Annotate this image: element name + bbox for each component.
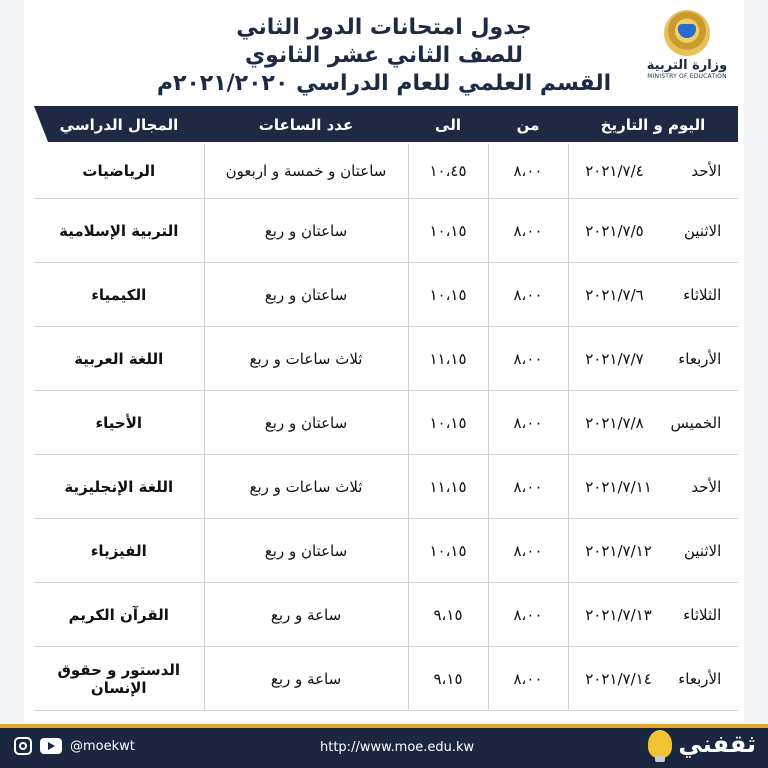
table-row <box>34 144 738 199</box>
table-row <box>34 327 738 391</box>
cell-from: ٨،٠٠ <box>488 519 568 583</box>
cell-from: ٨،٠٠ <box>488 583 568 647</box>
table-row <box>34 519 738 583</box>
column-header-day-date: اليوم و التاريخ <box>600 116 706 134</box>
cell-from: ٨،٠٠ <box>488 647 568 711</box>
cell-subject: الكيمياء <box>34 263 204 327</box>
cell-subject: التربية الإسلامية <box>34 199 204 263</box>
title-line-1: جدول امتحانات الدور الثاني <box>236 15 532 40</box>
table-row <box>34 583 738 647</box>
cell-day-date <box>568 327 738 391</box>
instagram-icon[interactable] <box>14 737 32 755</box>
ministry-logo <box>642 10 732 90</box>
cell-day: الثلاثاء <box>683 285 722 304</box>
cell-date: ٢٠٢١/٧/١٣ <box>585 605 652 624</box>
exam-schedule-table <box>34 106 738 711</box>
cell-date: ٢٠٢١/٧/٥ <box>585 221 644 240</box>
cell-day-date <box>568 583 738 647</box>
column-header-subject: المجال الدراسي <box>59 116 179 134</box>
cell-day-date <box>568 519 738 583</box>
table-row <box>34 263 738 327</box>
cell-subject: الدستور و حقوق الإنسان <box>34 647 204 711</box>
cell-hours: ساعتان و ربع <box>204 519 408 583</box>
cell-subject: القرآن الكريم <box>34 583 204 647</box>
table-row <box>34 391 738 455</box>
youtube-icon[interactable] <box>40 738 62 754</box>
cell-date: ٢٠٢١/٧/١١ <box>585 477 652 496</box>
cell-day: الأحد <box>691 477 722 496</box>
cell-hours: ساعتان و ربع <box>204 199 408 263</box>
ministry-name-ar: وزارة التربية <box>646 58 728 73</box>
cell-day: الاثنين <box>683 221 722 240</box>
cell-to: ١٠،٤٥ <box>408 144 488 199</box>
footer-stripe <box>0 724 768 728</box>
cell-subject: الرياضيات <box>34 144 204 199</box>
cell-to: ١٠،١٥ <box>408 519 488 583</box>
cell-date: ٢٠٢١/٧/١٢ <box>585 541 652 560</box>
cell-to: ١٠،١٥ <box>408 391 488 455</box>
title-line-2: للصف الثاني عشر الثانوي <box>244 43 524 68</box>
column-header-hours: عدد الساعات <box>258 116 354 134</box>
cell-to: ١١،١٥ <box>408 327 488 391</box>
cell-hours: ساعتان و ربع <box>204 391 408 455</box>
table-row <box>34 647 738 711</box>
cell-hours: ساعتان و ربع <box>204 263 408 327</box>
cell-subject: اللغة العربية <box>34 327 204 391</box>
cell-from: ٨،٠٠ <box>488 455 568 519</box>
bulb-logo-icon <box>648 730 672 758</box>
social-links <box>14 737 135 755</box>
cell-day: الأربعاء <box>678 349 722 368</box>
cell-hours: ساعة و ربع <box>204 647 408 711</box>
cell-from: ٨،٠٠ <box>488 327 568 391</box>
cell-to: ٩،١٥ <box>408 583 488 647</box>
column-header-to: الى <box>435 116 461 134</box>
title-line-3: القسم العلمي للعام الدراسي ٢٠٢١/٢٠٢٠م <box>156 71 612 96</box>
cell-hours: ساعتان و خمسة و اربعون <box>204 144 408 199</box>
cell-day-date <box>568 144 738 199</box>
cell-from: ٨،٠٠ <box>488 263 568 327</box>
cell-day: الثلاثاء <box>683 605 722 624</box>
column-header-from: من <box>516 116 540 134</box>
brand-logo <box>648 730 756 758</box>
cell-day-date <box>568 455 738 519</box>
cell-hours: ثلاث ساعات و ربع <box>204 455 408 519</box>
cell-day-date <box>568 199 738 263</box>
cell-to: ١١،١٥ <box>408 455 488 519</box>
cell-day-date <box>568 391 738 455</box>
cell-date: ٢٠٢١/٧/٨ <box>585 413 644 432</box>
page-title <box>144 14 624 98</box>
cell-hours: ساعة و ربع <box>204 583 408 647</box>
cell-subject: الأحياء <box>34 391 204 455</box>
cell-date: ٢٠٢١/٧/٦ <box>585 285 644 304</box>
cell-subject: الفيزياء <box>34 519 204 583</box>
cell-from: ٨،٠٠ <box>488 199 568 263</box>
cell-from: ٨،٠٠ <box>488 144 568 199</box>
cell-day-date <box>568 263 738 327</box>
footer-bar <box>0 728 768 768</box>
cell-day: الخميس <box>670 413 722 432</box>
state-emblem-icon <box>664 10 710 56</box>
cell-day: الأحد <box>691 162 722 180</box>
cell-from: ٨،٠٠ <box>488 391 568 455</box>
schedule-card <box>24 0 744 722</box>
table-row <box>34 199 738 263</box>
cell-day-date <box>568 647 738 711</box>
cell-day: الأربعاء <box>678 669 722 688</box>
cell-date: ٢٠٢١/٧/١٤ <box>585 669 652 688</box>
cell-to: ٩،١٥ <box>408 647 488 711</box>
cell-hours: ثلاث ساعات و ربع <box>204 327 408 391</box>
cell-to: ١٠،١٥ <box>408 263 488 327</box>
table-header-row <box>34 106 738 144</box>
table-row <box>34 455 738 519</box>
cell-to: ١٠،١٥ <box>408 199 488 263</box>
website-link[interactable]: http://www.moe.edu.kw <box>320 740 475 755</box>
cell-subject: اللغة الإنجليزية <box>34 455 204 519</box>
ministry-name-en: MINISTRY OF EDUCATION <box>647 73 727 80</box>
brand-mark: ثقفني <box>678 730 756 758</box>
cell-day: الاثنين <box>683 541 722 560</box>
social-handle[interactable]: @moekwt <box>70 738 135 754</box>
cell-date: ٢٠٢١/٧/٤ <box>585 162 644 180</box>
cell-date: ٢٠٢١/٧/٧ <box>585 349 644 368</box>
